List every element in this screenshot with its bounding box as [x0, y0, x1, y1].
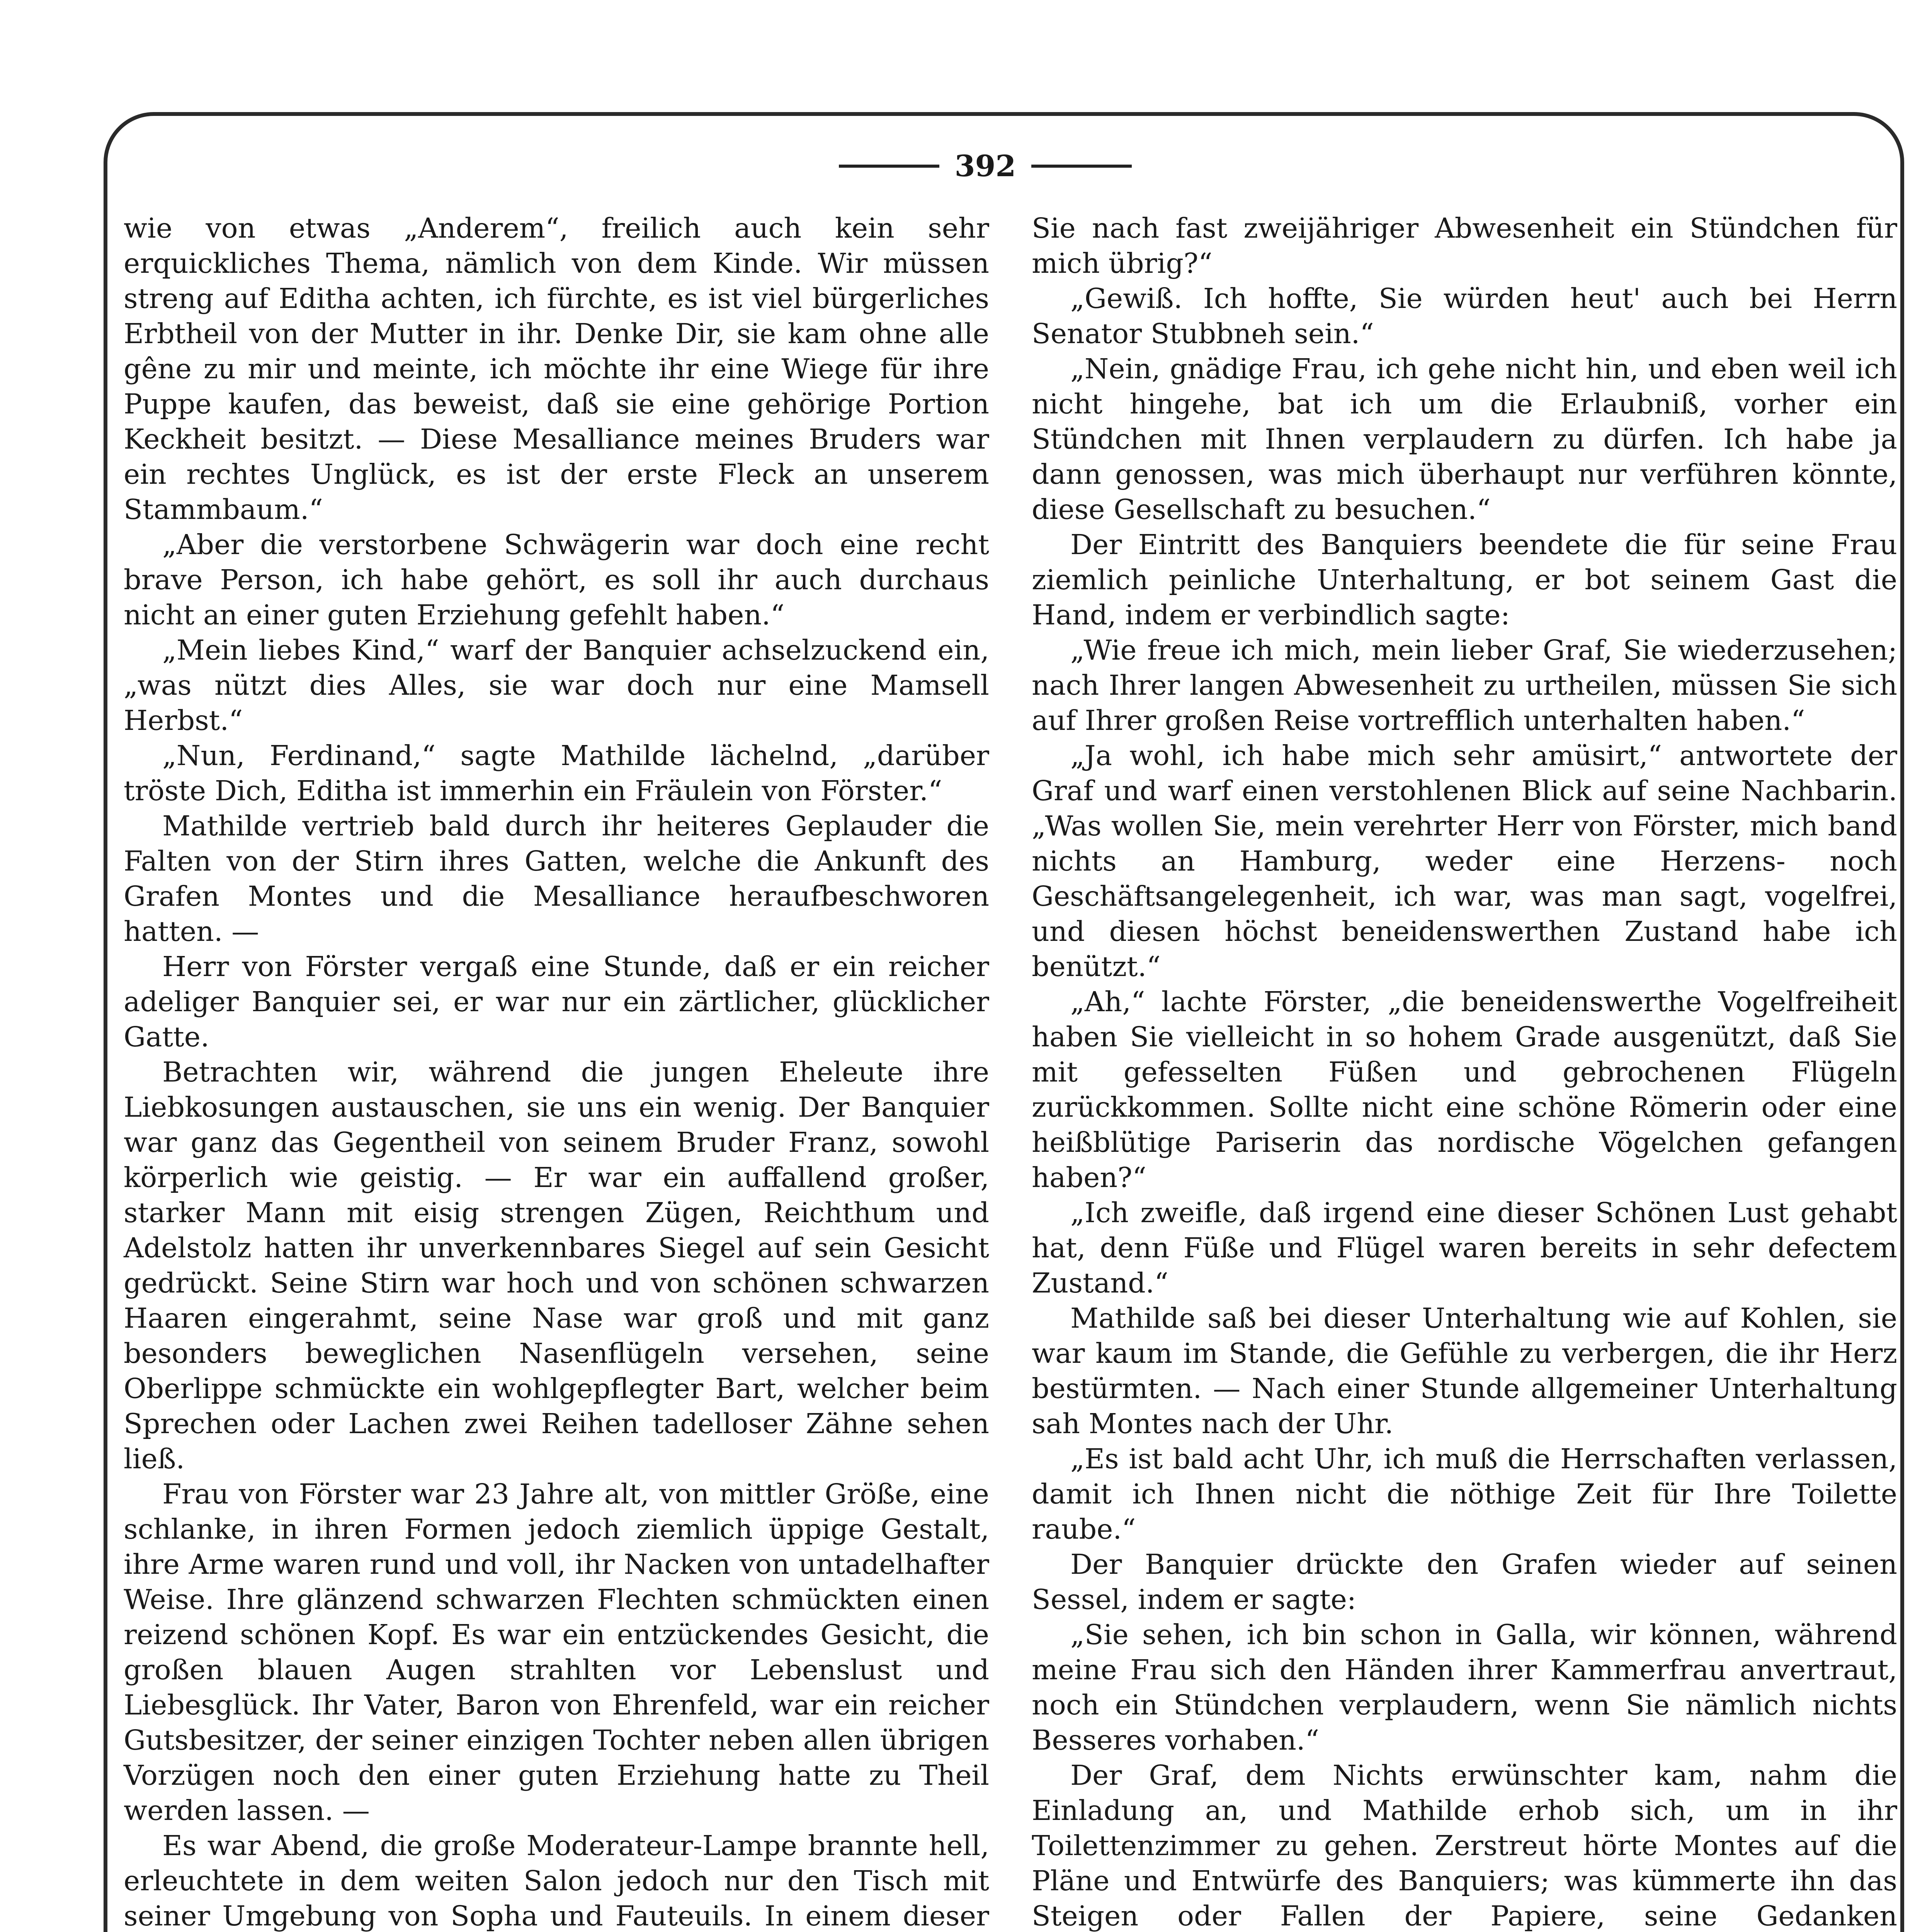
paragraph: „Ich zweifle, daß irgend eine dieser Schönen Lust gehabt hat, denn Füße und Flügel waren bereits in sehr defectem Zustand.“: [1032, 1197, 1897, 1299]
header-rule-left: [839, 165, 939, 168]
paragraph: „Wie freue ich mich, mein lieber Graf, Sie wiederzusehen; nach Ihrer langen Abwesenheit zu urtheilen, müssen Sie sich auf Ihrer großen Reise vortrefflich unterhalten haben.“: [1032, 634, 1897, 736]
paragraph: „Nein, gnädige Frau, ich gehe nicht hin, und eben weil ich nicht hingehe, bat ich um die Erlaubniß, vorher ein Stündchen mit Ihnen verplaudern zu dürfen. Ich habe ja dann genossen, was mich überhaupt nur verführen könnte, diese Gesellschaft zu besuchen.“: [1032, 353, 1897, 526]
paragraph: „Gewiß. Ich hoffte, Sie würden heut' auch bei Herrn Senator Stubbneh sein.“: [1032, 282, 1897, 350]
paragraph: Mathilde saß bei dieser Unterhaltung wie auf Kohlen, sie war kaum im Stande, die Gefühle zu verbergen, die ihr Herz bestürmten. — Nach einer Stunde allgemeiner Unterhaltung sah Montes nach der Uhr.: [1032, 1302, 1897, 1440]
left-column: [124, 211, 989, 1932]
paragraph: Der Banquier drückte den Grafen wieder auf seinen Sessel, indem er sagte:: [1032, 1548, 1897, 1616]
paragraph: Der Graf, dem Nichts erwünschter kam, nahm die Einladung an, und Mathilde erhob sich, um in ihr Toilettenzimmer zu gehen. Zerstreut hörte Montes auf die Pläne und Entwürfe des Banquiers; was kümmerte ihn das Steigen oder Fallen der Papiere, seine Gedanken: [1032, 1759, 1897, 1932]
paragraph: „Ja wohl, ich habe mich sehr amüsirt,“ antwortete der Graf und warf einen verstohlenen Blick auf seine Nachbarin. „Was wollen Sie, mein verehrter Herr von Förster, mich band nichts an Hamburg, weder eine Herzens- noch Geschäftsangelegenheit, ich war, was man sagt, vogelfrei, und diesen höchst beneidenswerthen Zustand habe ich benützt.“: [1032, 740, 1897, 983]
paragraph: Betrachten wir, während die jungen Eheleute ihre Liebkosungen austauschen, sie uns ein wenig. Der Banquier war ganz das Gegentheil von seinem Bruder Franz, sowohl körperlich wie geistig. — Er war ein auffallend großer, starker Mann mit eisig strengen Zügen, Reichthum und Adelstolz hatten ihr unverkennbares Siegel auf sein Gesicht gedrückt. Seine Stirn war hoch und von schönen schwarzen Haaren eingerahmt, seine Nase war groß und mit ganz besonders beweglichen Nasenflügeln versehen, seine Oberlippe schmückte ein wohlgepflegter Bart, welcher beim Sprechen oder Lachen zwei Reihen tadelloser Zähne sehen ließ.: [124, 1056, 989, 1475]
page-number: 392: [954, 149, 1016, 183]
paragraph: „Nun, Ferdinand,“ sagte Mathilde lächelnd, „darüber tröste Dich, Editha ist immerhin ein Fräulein von Förster.“: [124, 740, 989, 807]
paragraph: wie von etwas „Anderem“, freilich auch kein sehr erquickliches Thema, nämlich von dem Kinde. Wir müssen streng auf Editha achten, ich fürchte, es ist viel bürgerliches Erbtheil von der Mutter in ihr. Denke Dir, sie kam ohne alle gêne zu mir und meinte, ich möchte ihr eine Wiege für ihre Puppe kaufen, das beweist, daß sie eine gehörige Portion Keckheit besitzt. — Diese Mesalliance meines Bruders war ein rechtes Unglück, es ist der erste Fleck an unserem Stammbaum.“: [124, 212, 989, 526]
right-column: [1032, 211, 1897, 1932]
paragraph: „Mein liebes Kind,“ warf der Banquier achselzuckend ein, „was nützt dies Alles, sie war doch nur eine Mamsell Herbst.“: [124, 634, 989, 736]
paragraph: „Sie sehen, ich bin schon in Galla, wir können, während meine Frau sich den Händen ihrer Kammerfrau anvertraut, noch ein Stündchen verplaudern, wenn Sie nämlich nichts Besseres vorhaben.“: [1032, 1619, 1897, 1756]
paragraph: Herr von Förster vergaß eine Stunde, daß er ein reicher adeliger Banquier sei, er war nur ein zärtlicher, glücklicher Gatte.: [124, 951, 989, 1053]
page-number-header: [815, 149, 1155, 183]
paragraph: Frau von Förster war 23 Jahre alt, von mittler Größe, eine schlanke, in ihren Formen jedoch ziemlich üppige Gestalt, ihre Arme waren rund und voll, ihr Nacken von untadelhafter Weise. Ihre glänzend schwarzen Flechten schmückten einen reizend schönen Kopf. Es war ein entzückendes Gesicht, die großen blauen Augen strahlten vor Lebenslust und Liebesglück. Ihr Vater, Baron von Ehrenfeld, war ein reicher Gutsbesitzer, der seiner einzigen Tochter neben allen übrigen Vorzügen noch den einer guten Erziehung hatte zu Theil werden lassen. —: [124, 1478, 989, 1827]
paragraph: „Es ist bald acht Uhr, ich muß die Herrschaften verlassen, damit ich Ihnen nicht die nöthige Zeit für Ihre Toilette raube.“: [1032, 1443, 1897, 1545]
paragraph: Sie nach fast zweijähriger Abwesenheit ein Stündchen für mich übrig?“: [1032, 212, 1897, 279]
header-rule-right: [1031, 165, 1132, 168]
paragraph: Der Eintritt des Banquiers beendete die für seine Frau ziemlich peinliche Unterhaltung, er bot seinem Gast die Hand, indem er verbindlich sagte:: [1032, 529, 1897, 631]
paragraph: Mathilde vertrieb bald durch ihr heiteres Geplauder die Falten von der Stirn ihres Gatten, welche die Ankunft des Grafen Montes und die Mesalliance heraufbeschworen hatten. —: [124, 810, 989, 947]
paragraph: „Ah,“ lachte Förster, „die beneidenswerthe Vogelfreiheit haben Sie vielleicht in so hohem Grade ausgenützt, daß Sie mit gefesselten Füßen und gebrochenen Flügeln zurückkommen. Sollte nicht eine schöne Römerin oder eine heißblütige Pariserin das nordische Vögelchen gefangen haben?“: [1032, 986, 1897, 1194]
paragraph: Es war Abend, die große Moderateur-Lampe brannte hell, erleuchtete in dem weiten Salon jedoch nur den Tisch mit seiner Umgebung von Sopha und Fauteuils. In einem dieser: [124, 1830, 989, 1932]
paragraph: „Aber die verstorbene Schwägerin war doch eine recht brave Person, ich habe gehört, es soll ihr auch durchaus nicht an einer guten Erziehung gefehlt haben.“: [124, 529, 989, 631]
